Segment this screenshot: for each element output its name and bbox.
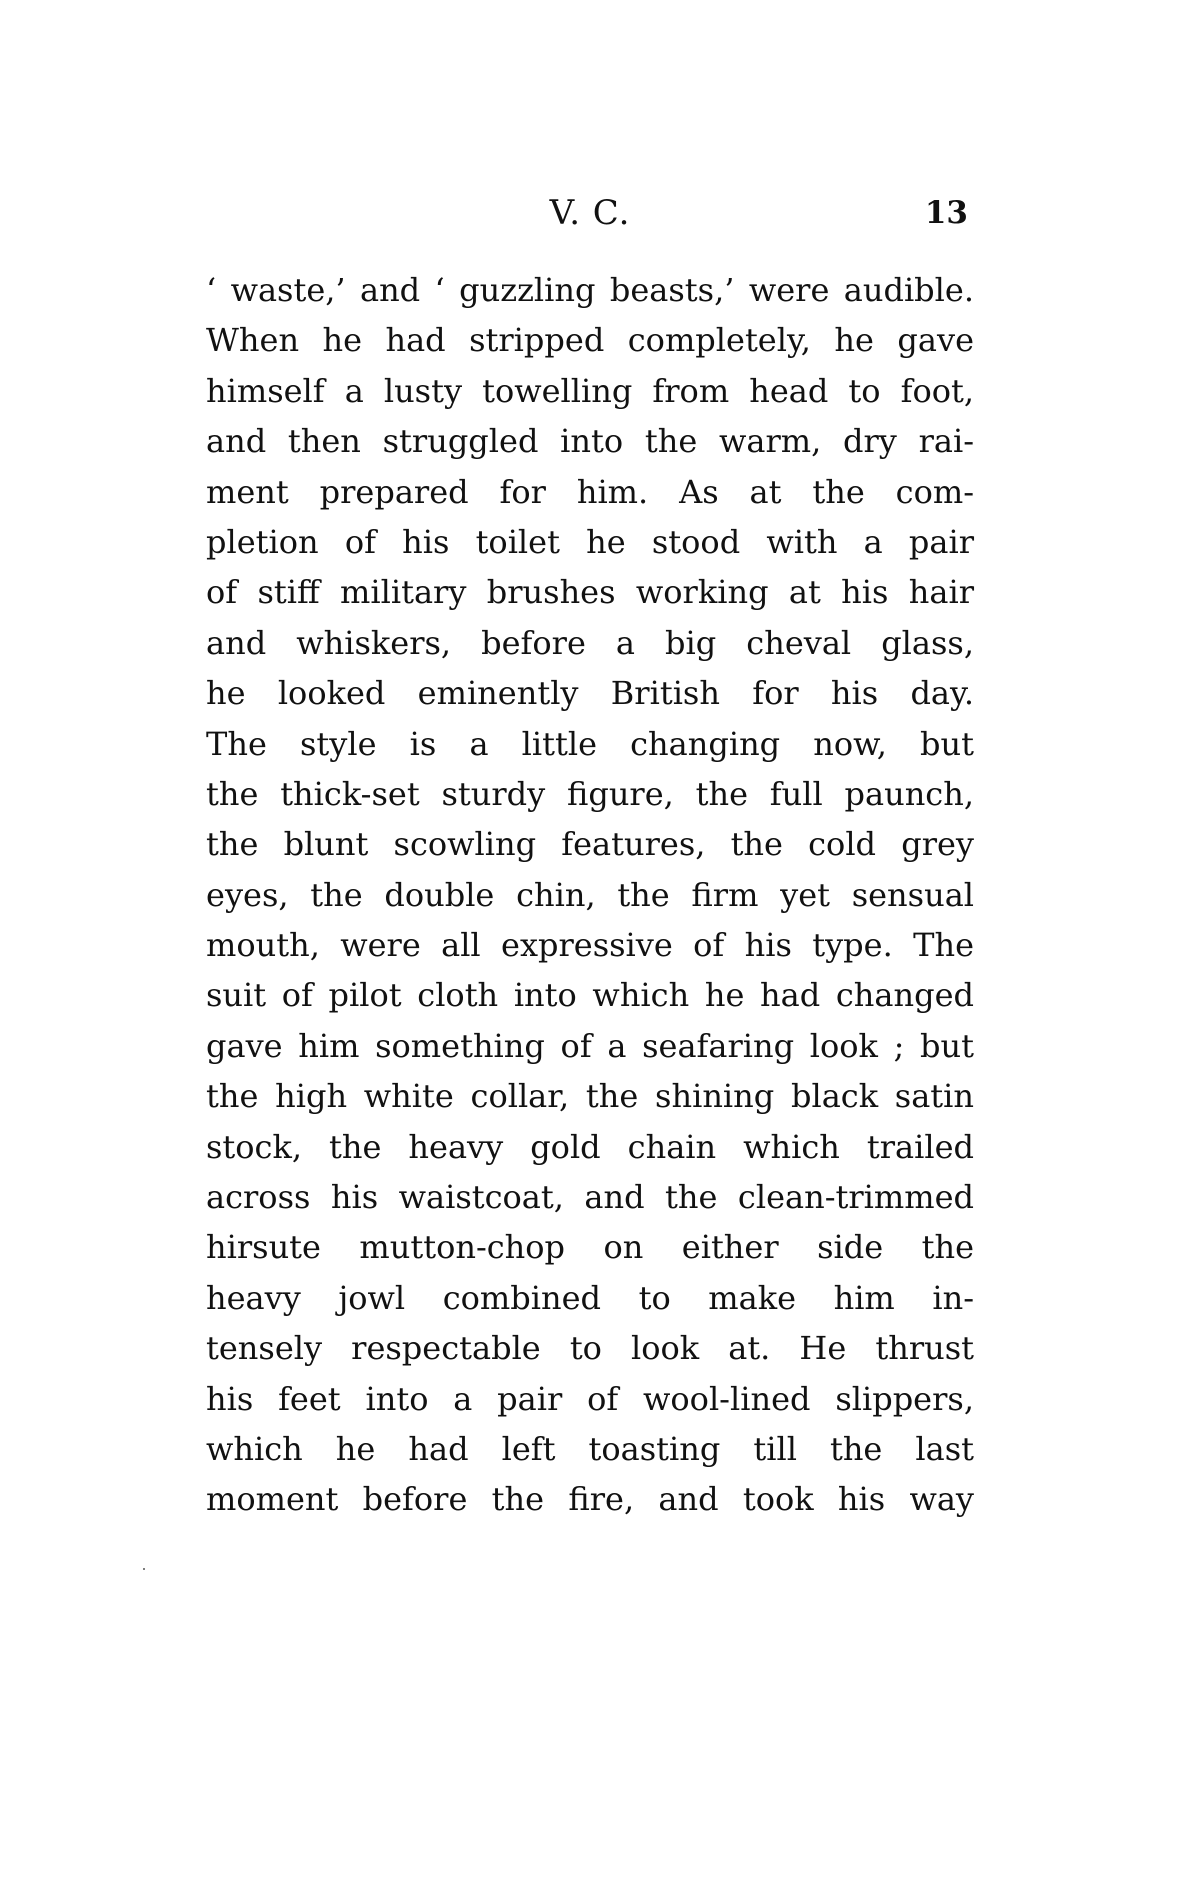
text-line: moment before the fire, and took his way	[206, 1480, 974, 1519]
text-line: and whiskers, before a big cheval glass,	[206, 623, 974, 662]
text-line: across his waistcoat, and the clean-trimmed	[206, 1178, 974, 1217]
text-line: ‘ waste,’ and ‘ guzzling beasts,’ were audible.	[206, 271, 974, 309]
page-number: 13	[924, 195, 968, 231]
text-line: the high white collar, the shining black satin	[206, 1077, 974, 1116]
text-line: The style is a little changing now, but	[206, 724, 974, 763]
text-line: When he had stripped completely, he gave	[206, 321, 974, 360]
text-line: which he had left toasting till the last	[206, 1429, 974, 1468]
text-line: his feet into a pair of wool-lined slippers,	[206, 1379, 974, 1418]
text-line: tensely respectable to look at. He thrust	[206, 1329, 974, 1368]
text-line: suit of pilot cloth into which he had changed	[206, 976, 974, 1015]
text-line: he looked eminently British for his day.	[206, 674, 974, 713]
text-line: of stiff military brushes working at his hair	[206, 573, 974, 612]
text-line: himself a lusty towelling from head to foot,	[206, 371, 974, 410]
running-head	[206, 188, 974, 238]
scan-speck	[143, 1568, 145, 1570]
body-text	[206, 265, 974, 1525]
text-line: eyes, the double chin, the firm yet sensual	[206, 875, 974, 914]
text-line: gave him something of a seafaring look ; but	[206, 1026, 974, 1065]
text-line: mouth, were all expressive of his type. The	[206, 926, 974, 965]
text-line: pletion of his toilet he stood with a pair	[206, 522, 974, 561]
text-line: the thick-set sturdy figure, the full paunch,	[206, 774, 974, 813]
text-line: the blunt scowling features, the cold grey	[206, 825, 974, 864]
text-line: and then struggled into the warm, dry rai-	[206, 422, 974, 461]
text-line: ment prepared for him. As at the com-	[206, 472, 974, 511]
text-line: stock, the heavy gold chain which trailed	[206, 1127, 974, 1166]
text-line: hirsute mutton-chop on either side the	[206, 1228, 974, 1267]
text-line: heavy jowl combined to make him in-	[206, 1278, 974, 1317]
running-title: V. C.	[549, 193, 631, 233]
